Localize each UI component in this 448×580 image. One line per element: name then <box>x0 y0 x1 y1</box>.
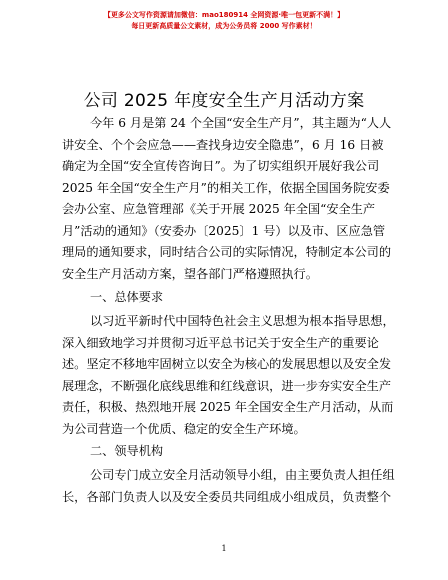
section-heading-overall-requirements: 一、总体要求 <box>90 290 164 304</box>
text-line: 以习近平新时代中国特色社会主义思想为根本指导思想， <box>90 314 395 328</box>
text-line: 今年 6 月是第 24 个全国“安全生产月”，其主题为“人人 <box>90 116 392 130</box>
section-2-paragraph <box>62 465 395 508</box>
text-line: 安全生产月活动方案，望各部门严格遵照执行。 <box>62 266 318 281</box>
text-line: 会办公室、应急管理部《关于开展 2025 年全国“安全生产 <box>62 202 376 216</box>
text-line: 深入细致地学习并贯彻习近平总书记关于安全生产的重要论 <box>62 335 379 350</box>
text-line: 展理念，不断强化底线思维和红线意识，进一步夯实安全生产 <box>62 378 392 393</box>
text-line: 讲安全、个个会应急——查找身边安全隐患”，6 月 16 日被 <box>62 137 384 152</box>
text-line: 公司专门成立安全月活动领导小组，由主要负责人担任组 <box>90 468 395 482</box>
promo-banner-line-1: 【更多公文写作资源请加微信：mao180914 全网资源·唯一包更新不满！】 <box>103 11 345 19</box>
text-line: 月”活动的通知》（安委办〔2025〕1 号）以及市、区应急管 <box>62 223 386 238</box>
page-number: 1 <box>221 544 227 553</box>
document-title: 公司 2025 年度安全生产月活动方案 <box>83 91 365 111</box>
section-1-paragraph <box>62 311 395 440</box>
text-line: 长，各部门负责人以及安全委员共同组成小组成员，负责整个 <box>62 489 392 504</box>
text-line: 责任，积极、热烈地开展 2025 年全国安全生产月活动，从而 <box>62 400 394 414</box>
promo-banner-line-2: 每日更新高质量公文素材，成为公务员将 2000 写作素材！ <box>131 22 317 30</box>
text-line: 确定为全国“安全宣传咨询日”。为了切实组织开展好我公司 <box>62 159 380 173</box>
section-heading-leadership: 二、领导机构 <box>90 444 164 458</box>
text-line: 2025 年全国“安全生产月”的相关工作，依据全国国务院安委 <box>62 180 390 195</box>
text-line: 理局的通知要求，同时结合公司的实际情况，特制定本公司的 <box>62 245 392 259</box>
intro-paragraph <box>62 113 392 285</box>
text-line: 述。坚定不移地牢固树立以安全为核心的发展思想以及安全发 <box>62 357 392 371</box>
text-line: 为公司营造一个优质、稳定的安全生产环境。 <box>62 421 306 436</box>
